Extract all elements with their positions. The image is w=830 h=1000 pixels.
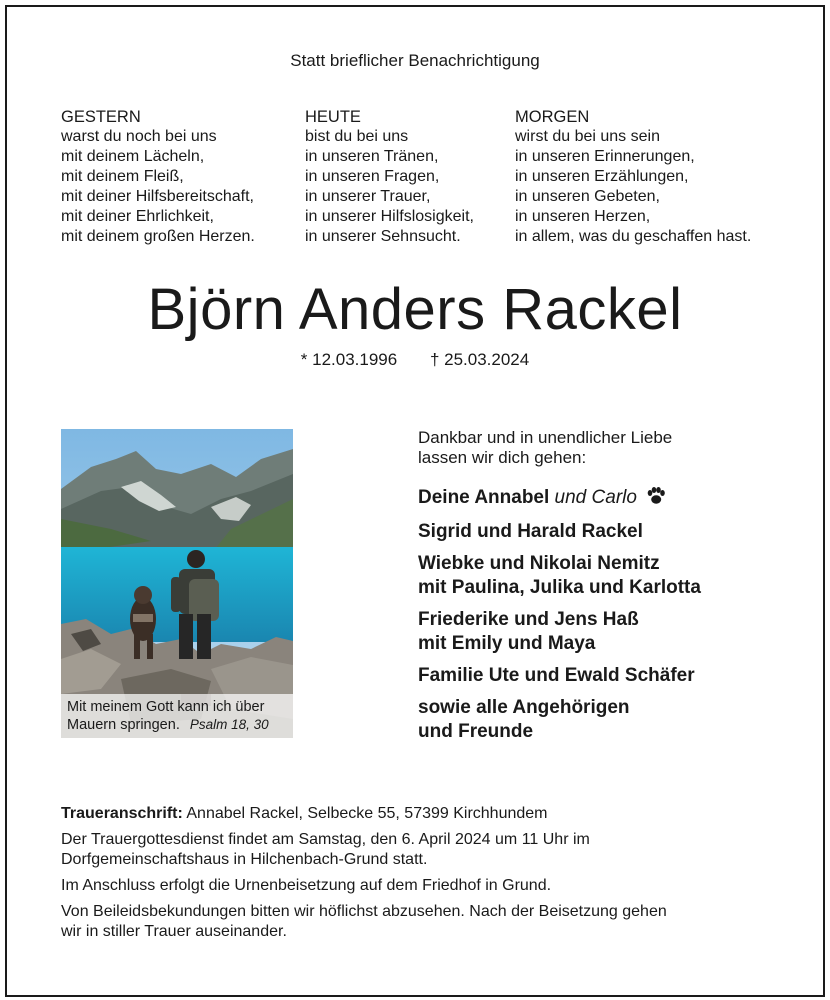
mourners-list [418, 486, 701, 752]
thanks-line: Dankbar und in unendlicher Liebe [418, 428, 673, 447]
funeral-info [61, 804, 781, 948]
poem-line: bist du bei uns [305, 128, 409, 145]
poem-line: in unserer Trauer, [305, 188, 431, 205]
caption-line: Mit meinem Gott kann ich über [67, 699, 265, 715]
poem-column-today [305, 107, 474, 247]
mourner-entry [418, 486, 701, 512]
paw-icon [646, 487, 666, 512]
death-date: † 25.03.2024 [429, 350, 530, 369]
caption-text: Mauern springen. [67, 717, 180, 733]
mourning-address [61, 804, 781, 824]
poem-column-tomorrow [515, 107, 751, 247]
poem-line: mit deinem großen Herzen. [61, 228, 255, 245]
photo-caption [61, 694, 293, 738]
intro-line: Statt brieflicher Benachrichtigung [290, 51, 540, 70]
address-text: Annabel Rackel, Selbecke 55, 57399 Kirchhundem [186, 805, 548, 822]
mourner-name: Wiebke und Nikolai Nemitz [418, 553, 660, 574]
address-label: Traueranschrift: [61, 805, 183, 822]
poem-heading: GESTERN [61, 108, 141, 126]
mourner-entry [418, 552, 701, 600]
mourner-children: mit Emily und Maya [418, 633, 596, 654]
poem-line: mit deinem Fleiß, [61, 168, 184, 185]
deceased-name: Björn Anders Rackel [147, 277, 683, 342]
mourner-name: Friederike und Jens Haß [418, 609, 639, 630]
poem-line: in unseren Gebeten, [515, 188, 660, 205]
mourner-name: Sigrid und Harald Rackel [418, 521, 643, 542]
mourner-name: Familie Ute und Ewald Schäfer [418, 665, 695, 686]
mourner-name: Deine Annabel [418, 487, 550, 508]
poem-line: in unserer Sehnsucht. [305, 228, 461, 245]
mourner-entry [418, 520, 701, 544]
life-dates [0, 350, 830, 370]
poem-line: mit deiner Hilfsbereitschaft, [61, 188, 254, 205]
poem-line: mit deiner Ehrlichkeit, [61, 208, 214, 225]
service-info [61, 830, 781, 870]
mourner-entry [418, 696, 701, 744]
mountain-lake-image [61, 429, 293, 738]
mourner-entry [418, 608, 701, 656]
service-line: Der Trauergottesdienst findet am Samstag, den 6. April 2024 um 11 Uhr im [61, 831, 590, 848]
service-line: Dorfgemeinschaftshaus in Hilchenbach-Grund statt. [61, 851, 428, 868]
poem-line: in unseren Erzählungen, [515, 168, 689, 185]
mourner-children: mit Paulina, Julika und Karlotta [418, 577, 701, 598]
caption-line [67, 716, 293, 734]
poem-line: in unseren Erinnerungen, [515, 148, 695, 165]
mourner-name: sowie alle Angehörigen [418, 697, 630, 718]
poem-line: in unseren Fragen, [305, 168, 440, 185]
thanks-text [418, 428, 672, 468]
poem-line: in unseren Herzen, [515, 208, 651, 225]
burial-info: Im Anschluss erfolgt die Urnenbeisetzung auf dem Friedhof in Grund. [61, 877, 552, 894]
poem-heading: MORGEN [515, 108, 590, 126]
psalm-reference: Psalm 18, 30 [189, 717, 269, 732]
condolence-line: Von Beileidsbekundungen bitten wir höflichst abzusehen. Nach der Beisetzung gehen [61, 903, 667, 920]
poem-line: in unseren Tränen, [305, 148, 439, 165]
poem-line: in allem, was du geschaffen hast. [515, 228, 752, 245]
poem-column-yesterday [61, 107, 255, 247]
birth-date: * 12.03.1996 [300, 350, 398, 369]
condolence-info [61, 902, 781, 942]
poem-line: mit deinem Lächeln, [61, 148, 205, 165]
memorial-photo [61, 429, 293, 738]
poem-line: warst du noch bei uns [61, 128, 217, 145]
mourner-name: und Freunde [418, 721, 534, 742]
thanks-line: lassen wir dich gehen: [418, 448, 587, 467]
poem-line: wirst du bei uns sein [515, 128, 660, 145]
mourner-pet: und Carlo [554, 487, 637, 508]
condolence-line: wir in stiller Trauer auseinander. [61, 923, 287, 940]
poem-heading: HEUTE [305, 108, 361, 126]
mourner-entry [418, 664, 701, 688]
poem-line: in unserer Hilfslosigkeit, [305, 208, 474, 225]
